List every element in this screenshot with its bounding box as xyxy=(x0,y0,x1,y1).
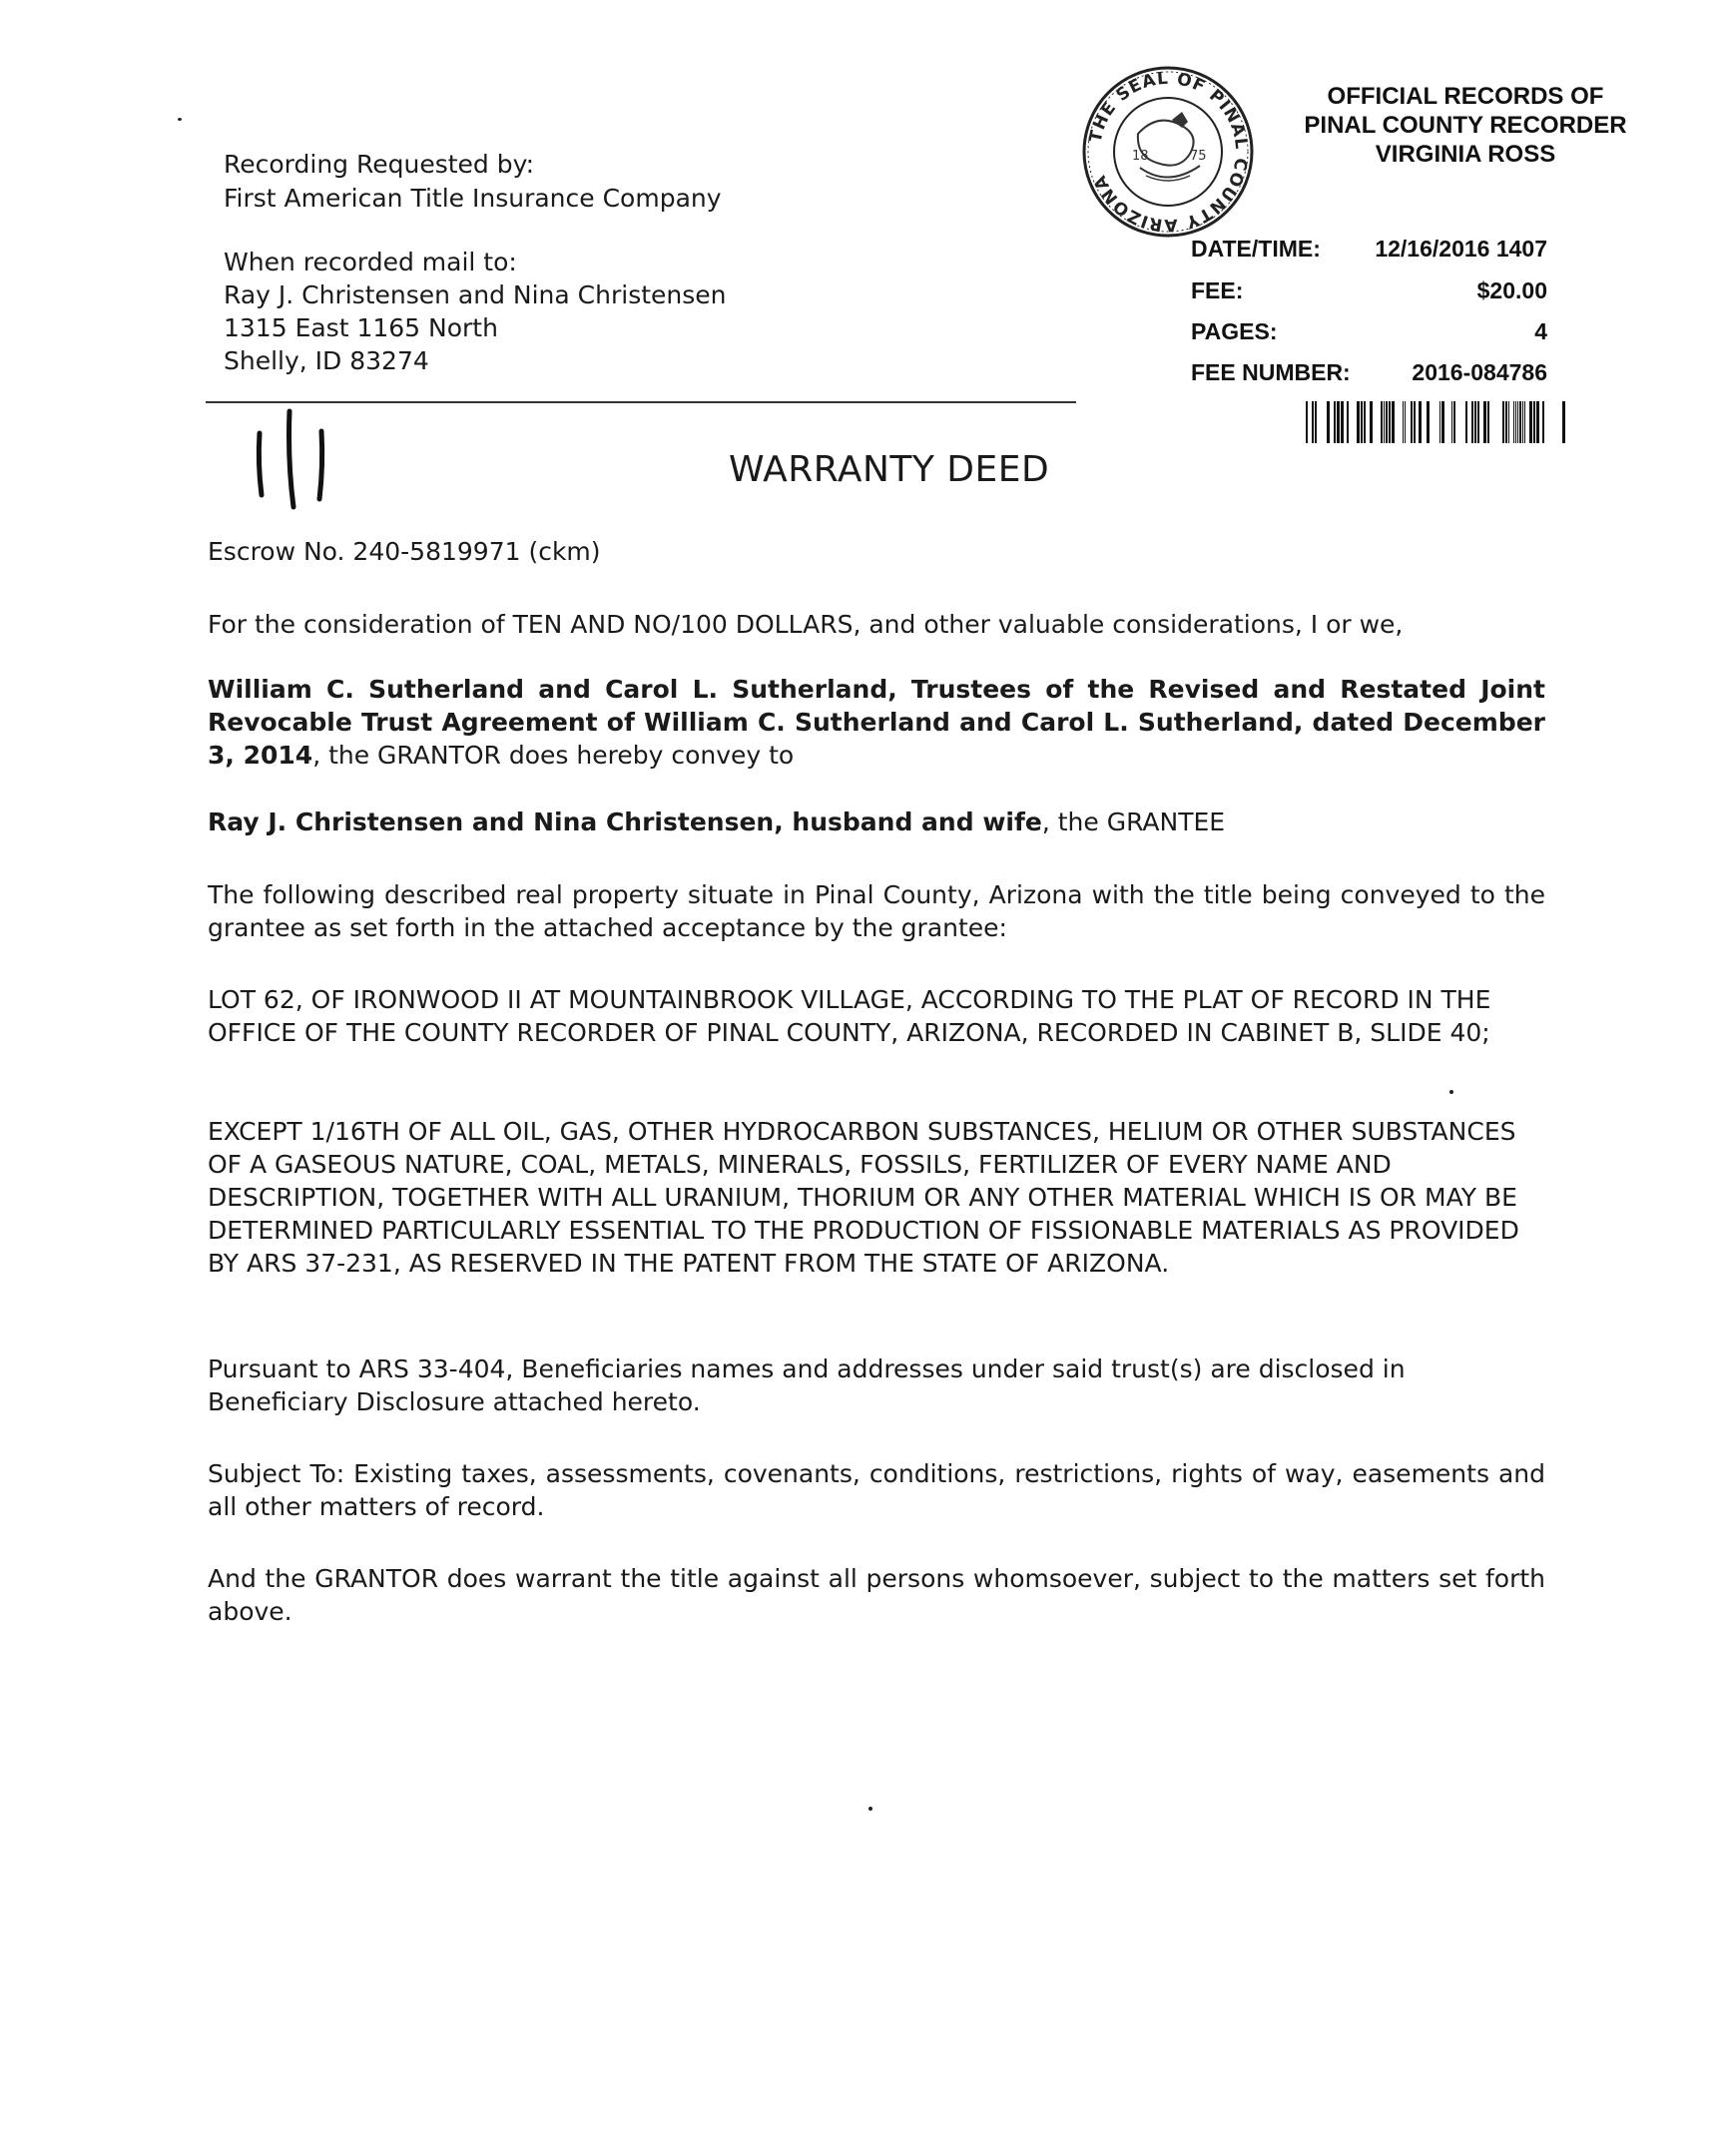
barcode-bar xyxy=(1439,401,1440,443)
scan-speck xyxy=(1449,1090,1453,1094)
barcode-bar xyxy=(1392,401,1395,443)
seal-year-right: 75 xyxy=(1190,149,1207,164)
barcode-bar xyxy=(1327,401,1330,443)
barcode-bar xyxy=(1405,401,1406,443)
recording-requested-by: First American Title Insurance Company xyxy=(224,184,722,213)
grantor-paragraph xyxy=(208,673,1545,772)
barcode-bar xyxy=(1364,401,1366,443)
barcode-bar xyxy=(1337,401,1340,443)
barcode-bar xyxy=(1384,401,1385,443)
handwritten-mark-icon xyxy=(238,403,347,513)
recording-requested-label: Recording Requested by: xyxy=(224,150,534,179)
barcode-bar xyxy=(1562,401,1565,443)
warranty-paragraph: And the GRANTOR does warrant the title against all persons whomsoever, subject to the matters set forth above. xyxy=(208,1564,1545,1626)
grantor-conveyance: , the GRANTOR does hereby convey to xyxy=(312,741,795,770)
datetime-label: DATE/TIME: xyxy=(1191,236,1321,262)
recorder-line-1: OFFICIAL RECORDS OF xyxy=(1327,83,1604,110)
barcode-bar xyxy=(1536,401,1539,443)
barcode-bar xyxy=(1381,401,1383,443)
county-seal-icon xyxy=(1080,64,1256,240)
grantee-paragraph xyxy=(208,806,1545,838)
fee-number-label: FEE NUMBER: xyxy=(1191,359,1351,385)
barcode-bar xyxy=(1411,401,1413,443)
beneficiary-disclosure-paragraph: Pursuant to ARS 33-404, Beneficiaries names and addresses under said trust(s) are disclosed in Beneficiary Disclosure attached hereto. xyxy=(208,1354,1406,1416)
barcode-bar xyxy=(1357,401,1360,443)
fee-value: $20.00 xyxy=(1476,277,1547,303)
barcode-icon xyxy=(1306,401,1565,443)
datetime-value: 12/16/2016 1407 xyxy=(1375,236,1547,262)
grantee-names: Ray J. Christensen and Nina Christensen, husband and wife xyxy=(208,808,1042,836)
barcode-bar xyxy=(1524,401,1525,443)
barcode-bar xyxy=(1515,401,1516,443)
barcode-bar xyxy=(1306,401,1308,443)
legal-description-paragraph: LOT 62, OF IRONWOOD II AT MOUNTAINBROOK VILLAGE, ACCORDING TO THE PLAT OF RECORD IN THE OFFICE OF THE COUNTY RECORDER OF PINAL COUNTY, ARIZONA, RECORDED IN CABINET B, SLIDE 40; xyxy=(208,985,1491,1047)
mineral-exception-paragraph: EXCEPT 1/16TH OF ALL OIL, GAS, OTHER HYDROCARBON SUBSTANCES, HELIUM OR OTHER SUBSTANCES OF A GASEOUS NATURE, COAL, METALS, MINERALS, FOSSILS, FERTILIZER OF EVERY NAME AND DESCRIPTION, TOGETHER WITH ALL URANIUM, THORIUM OR ANY OTHER MATERIAL WHICH IS OR MAY BE DETERMINED PARTICULARLY ESSENTIAL TO THE PRODUCTION OF FISSIONABLE MATERIALS AS PROVIDED BY ARS 37-231, AS RESERVED IN THE PATENT FROM THE STATE OF ARIZONA. xyxy=(208,1117,1519,1278)
mail-to-label: When recorded mail to: xyxy=(224,248,517,276)
barcode-bar xyxy=(1513,401,1514,443)
subject-to-paragraph: Subject To: Existing taxes, assessments, covenants, conditions, restrictions, rights of way, easements and all other matters of record. xyxy=(208,1459,1545,1521)
scan-speck xyxy=(178,118,182,121)
grantor-names: William C. Sutherland and Carol L. Sutherland, Trustees of the Revised and Restated Joint Revocable Trust Agreement of William C. Sutherland and Carol L. Sutherland, dated December 3, 2014 xyxy=(208,675,1545,770)
scan-speck xyxy=(868,1807,872,1811)
barcode-bar xyxy=(1519,401,1521,443)
barcode-bar xyxy=(1334,401,1336,443)
barcode-bar xyxy=(1474,401,1476,443)
barcode-bar xyxy=(1477,401,1479,443)
barcode-bar xyxy=(1517,401,1518,443)
barcode-bar xyxy=(1529,401,1532,443)
barcode-bar xyxy=(1389,401,1391,443)
recorder-line-2: PINAL COUNTY RECORDER xyxy=(1304,112,1627,139)
barcode-bar xyxy=(1419,401,1422,443)
recorder-header xyxy=(1266,82,1665,169)
consideration-paragraph: For the consideration of TEN AND NO/100 DOLLARS, and other valuable considerations, I or we, xyxy=(208,610,1404,639)
barcode-bar xyxy=(1315,401,1317,443)
barcode-bar xyxy=(1361,401,1363,443)
barcode-bar xyxy=(1451,401,1452,443)
mail-to-city: Shelly, ID 83274 xyxy=(224,346,429,375)
barcode-bar xyxy=(1341,401,1344,443)
barcode-bar xyxy=(1487,401,1489,443)
barcode-bar xyxy=(1441,401,1444,443)
svg-text:THE SEAL OF PINAL COUNTY ARIZO xyxy=(1086,69,1252,235)
barcode-bar xyxy=(1312,401,1314,443)
barcode-bar xyxy=(1386,401,1388,443)
barcode-bar xyxy=(1465,401,1467,443)
pages-label: PAGES: xyxy=(1191,318,1278,344)
barcode-bar xyxy=(1347,401,1349,443)
mail-to-block xyxy=(224,246,727,377)
barcode-bar xyxy=(1505,401,1507,443)
recorder-line-3: VIRGINIA ROSS xyxy=(1375,141,1556,168)
seal-year-left: 18 xyxy=(1132,149,1149,164)
fee-number-value: 2016-084786 xyxy=(1412,359,1547,385)
barcode-bar xyxy=(1370,401,1373,443)
barcode-bar xyxy=(1533,401,1535,443)
barcode-bar xyxy=(1502,401,1504,443)
barcode-bar xyxy=(1542,401,1544,443)
mail-to-street: 1315 East 1165 North xyxy=(224,313,498,342)
seal-ring-text: THE SEAL OF PINAL COUNTY ARIZONA xyxy=(1085,68,1252,236)
barcode-bar xyxy=(1522,401,1523,443)
property-intro-paragraph: The following described real property situate in Pinal County, Arizona with the title being conveyed to the grantee as set forth in the attached acceptance by the grantee: xyxy=(208,880,1545,942)
document-title: WARRANTY DEED xyxy=(729,449,1050,490)
grantee-role: , the GRANTEE xyxy=(1041,808,1226,836)
recording-requested-block xyxy=(224,148,722,216)
barcode-bar xyxy=(1427,401,1430,443)
barcode-bar xyxy=(1403,401,1404,443)
barcode-bar xyxy=(1414,401,1416,443)
escrow-number: Escrow No. 240-5819971 (ckm) xyxy=(208,537,601,566)
barcode-bar xyxy=(1471,401,1473,443)
barcode-bar xyxy=(1508,401,1509,443)
pages-value: 4 xyxy=(1534,318,1547,344)
barcode-bar xyxy=(1483,401,1486,443)
mail-to-name: Ray J. Christensen and Nina Christensen xyxy=(224,280,727,309)
fee-label: FEE: xyxy=(1191,277,1244,303)
barcode-bar xyxy=(1453,401,1455,443)
